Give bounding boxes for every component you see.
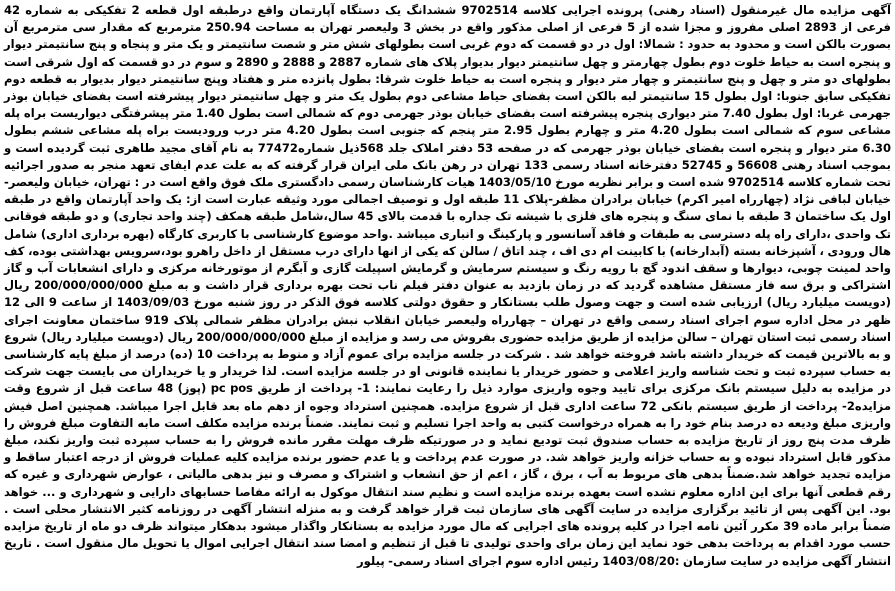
notice-text: آگهی مزایده مال غیرمنقول (اسناد رهنی) پرونده اجرایی کلاسه 9702514 ششدانگ یک دستگاه آپارتمان واقع درطبقه اول قطعه 2 تفکیکی به شماره 42 فرعی از 2893 اصلی مفروز و مجزا شده از 5 فرعی از اصلی مذکور واقع در بخش 3 ولیعصر تهران به مساحت 250.94 مترمربع که مقدار سی مترمربع آن بصورت بالکن است و محدود به حدود : شمالا: اول در دو قسمت که دوم غربی است بطولهای شش متر و شصت سانتیمتر و یک متر و پنجاه و پنج سانتیمتر دیوار و پنجره است به حیاط خلوت دوم بطول چهارمتر و چهل سانتیمتر دیوار بدیوار پلاک های شماره 2887 و 2888 و 2890 و سوم در دو قسمت که اول شرقی است بطولهای دو متر و چهل و پنج سانتیمتر و چهار متر دیوار و پنجره است به حیاط خلوت شرقا: بطول پانزده متر و هفتاد وپنج سانتیمتر دیوار بدیوار به قطعه دوم تفکیکی سابق جنوبا: اول بطول 15 سانتیمتر لبه بالکن است بفضای حیاط مشاعی دوم بطول یک متر و چهل سانتیمتر دیوار پیشرفته است بفضای خیابان بوذر جهرمی غربا: اول بطول 7.40 متر دیواری پنجره پیشرفته است بفضای خیابان بوذر جهرمی دوم که شمالی است بطول 1.40 متر پیشرفتگی دیواریست براه پله مشاعی سوم که شمالی است بطول 4.20 متر و چهارم بطول 2.95 متر پنجم که جنوبی است بطول 4.20 متر درب ورودیست براه پله مشاعی ششم بطول 6.30 متر دیوار و پنجره است بفضای خیابان بوذر جهرمی که در صفحه 53 دفتر املاک جلد 568ذیل شماره77472 به نام آقای مجید طاهری ثبت گردیده است و بموجب اسناد رهنی 56608 و 52745 دفترخانه اسناد رسمی 133 تهران در رهن بانک ملی ایران قرار گرفته که به علت عدم ایفای تعهد منجر به صدور اجرائیه تحت شماره کلاسه 9702514 شده است و برابر نظریه مورخ 1403/05/10 هیات کارشناسان رسمی دادگستری ملک فوق واقع است در : تهران، خیابان ولیعصر-خیابان لبافی نژاد (چهارراه امیر اکرم) خیابان برادران مظفر-پلاک 11 طبقه اول و توصیف اجمالی مورد وثیقه عبارت است از: یک واحد آپارتمان واقع در طبقه اول یک ساختمان 3 طبقه با نمای سنگ و پنجره های فلزی با شیشه تک جداره با قدمت بالای 45 سال،شامل طبقه همکف (چند واحد تجاری) و دو طبقه فوقانی تک واحدی ،دارای راه پله دسترسی به طبقات و فاقد آسانسور و پارکینگ و انباری میباشد .واحد موضوع کارشناسی با کاربری کارگاه (بهره برداری اداری) شامل هال ورودی ، آشپزخانه بسته (آبدارخانه) با کابینت ام دی اف ، چند اتاق / سالن که یکی از انها دارای درب مستقل از داخل راهرو بود،سرویس بهداشتی بوده، کف واحد لمینت چوبی، دیوارها و سقف اندود گچ با رویه رنگ و سیستم سرمایش و گرمایش اسپیلت گازی و آبگرم از موتورخانه مرکزی و دارای انشعابات آب و گاز اشتراکی و برق سه فاز مستقل مشاهده گردید که در زمان بازدید به عنوان دفتر فیلم ناب تحت بهره برداری قرار داشت و به مبلغ 200/000/000/000 ریال (دویست میلیارد ریال) ارزیابی شده است و جهت وصول طلب بستانکار و حقوق دولتی کلاسه فوق الذکر در روز شنبه مورخ 1403/09/03 از ساعت 9 الی 12 ظهر در محل اداره سوم اجرای اسناد رسمی واقع در تهران – چهارراه ولیعصر خیابان انقلاب نبش برادران مظفر شمالی پلاک 919 ساختمان معاونت اجرای اسناد رسمی ثبت استان تهران – سالن مزایده از طریق مزایده حضوری بفروش می رسد و مزایده از مبلغ 200/000/000/000 ریال (دویست میلیارد ریال) شروع و به بالاترین قیمت که خریدار داشته باشد فروخته خواهد شد . شرکت در جلسه مزایده برای عموم آزاد و منوط به پرداخت 10 (ده) درصد از مبلغ پایه کارشناسی به حساب سپرده ثبت و تحت شناسه واریز اعلامی و حضور خریدار یا نماینده قانونی او در جلسه مزایده است. لذا خریدار و یا خریداران می بایست جهت شرکت در مزایده به دلیل سیستم بانک مرکزی برای تایید وجوه واریزی موارد ذیل را رعایت نمایند: 1- پرداخت از طریق pc pos (پوز) 48 ساعت قبل از شروع وقت مزایده2- پرداخت از طریق سیستم بانکی 72 ساعت اداری قبل از شروع مزایده. همچنین استرداد وجوه از دهم ماه بعد قابل اجرا میباشد. همچنین اصل فیش واریزی مبلغ ودیعه ده درصد بنام خود را به همراه درخواست کتبی به واحد اجرا تسلیم و ثبت نمایند. ضمناً برنده مزایده مکلف است مابه التفاوت مبلغ فروش را ظرف مدت پنج روز از تاریخ مزایده به حساب صندوق ثبت تودیع نماید و در صورتیکه ظرف مهلت مقرر مانده فروش را به حساب سپرده ثبت واریز نکند، مبلغ مذکور قابل استرداد نبوده و به حساب خزانه واریز خواهد شد. در صورت عدم پرداخت و یا عدم حضور برنده مزایده کلیه عملیات فروش از درجه اعتبار ساقط و مزایده تجدید خواهد شد.ضمناً بدهی های مربوط به آب ، برق ، گاز ، اعم از حق انشعاب و اشتراک و مصرف و نیز بدهی مالیاتی ، عوارض شهرداری و غیره که رقم قطعی آنها برای این اداره معلوم نشده است بعهده برنده مزایده است و نظیم سند انتقال موکول به ارائه مفاصا حسابهای دارایی و شهرداری و ... خواهد بود. این آگهی پس از تائید برگزاری مزایده در سایت آگهی های سازمان ثبت قرار خواهد گرفت و به منزله انتشار آگهی در روزنامه کثیر الانتشار محلی است . ضمناً برابر ماده 39 مکرر آئین نامه اجرا در کلیه پرونده های اجرایی که مال مورد مزایده به بستانکار واگذار میشود بدهکار میتواند ظرف دو ماه از تاریخ مزایده حسب مورد اقدام به پرداخت بدهی خود نماید این زمان برای واحدی تولیدی تا قبل از تنظیم و امضا سند انتقال اجرایی اموال یا تحویل مال منقول است . تاریخ انتشار آگهی مزایده در سایت سازمان :1403/08/20 رئیس اداره سوم اجرای اسناد رسمی- پیلور [4,3,892,568]
